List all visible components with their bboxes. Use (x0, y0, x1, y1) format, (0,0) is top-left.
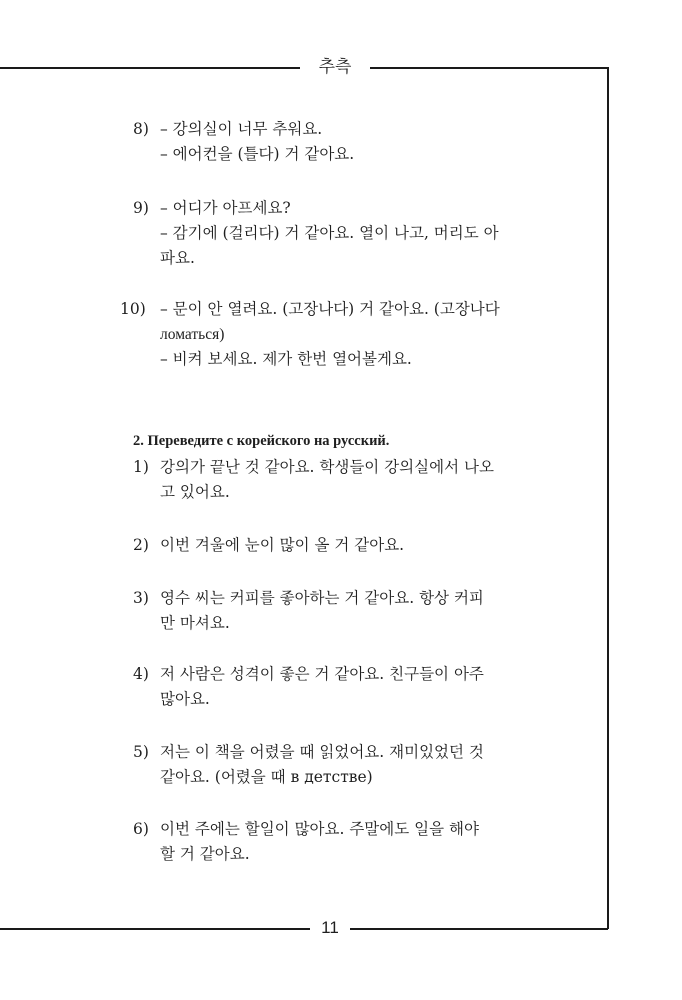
item-line: – 감기에 (걸리다) 거 같아요. 열이 나고, 머리도 아 (160, 224, 499, 242)
item-number: 8) (133, 120, 149, 138)
item-line: 이번 겨울에 눈이 많이 올 거 같아요. (160, 536, 405, 554)
item-number: 10) (120, 300, 146, 318)
item-number: 1) (133, 458, 149, 476)
item-line: ломаться) (160, 326, 225, 343)
item-line: 많아요. (160, 690, 210, 708)
item-line: 강의가 끝난 것 같아요. 학생들이 강의실에서 나오 (160, 458, 494, 476)
translation-item-2 (133, 533, 563, 558)
item-line: 파요. (160, 249, 195, 267)
exercise-item-8 (133, 117, 563, 167)
item-line: 고 있어요. (160, 483, 230, 501)
translation-item-1 (133, 455, 563, 505)
translation-item-6 (133, 817, 563, 867)
item-number: 9) (133, 199, 149, 217)
translation-item-5 (133, 740, 563, 790)
section-heading: 2. Переведите с корейского на русский. (133, 433, 390, 449)
item-number: 2) (133, 536, 149, 554)
item-line: – 비켜 보세요. 제가 한번 열어볼게요. (160, 350, 412, 368)
item-line: 이번 주에는 할일이 많아요. 주말에도 일을 해야 (160, 820, 479, 838)
item-line: 영수 씨는 커피를 좋아하는 거 같아요. 항상 커피 (160, 589, 484, 607)
item-line: – 에어컨을 (틀다) 거 같아요. (160, 145, 355, 163)
item-line: 할 거 같아요. (160, 845, 250, 863)
item-number: 3) (133, 589, 149, 607)
item-line: – 문이 안 열려요. (고장나다) 거 같아요. (고장나다 (160, 300, 500, 318)
item-line: 저는 이 책을 어렸을 때 읽었어요. 재미있었던 것 (160, 743, 484, 761)
exercise-item-9 (133, 196, 563, 271)
exercise-item-10 (120, 297, 550, 372)
section-header-title: 추측 (300, 56, 370, 78)
item-line: 만 마셔요. (160, 614, 230, 632)
item-line: – 어디가 아프세요? (160, 199, 291, 217)
page-number: 11 (310, 917, 350, 939)
item-number: 6) (133, 820, 149, 838)
item-line: 저 사람은 성격이 좋은 거 같아요. 친구들이 아주 (160, 665, 484, 683)
translation-item-3 (133, 586, 563, 636)
item-number: 5) (133, 743, 149, 761)
item-line: 같아요. (어렸을 때 в детстве) (160, 768, 373, 786)
item-number: 4) (133, 665, 149, 683)
translation-item-4 (133, 662, 563, 712)
item-line: – 강의실이 너무 추워요. (160, 120, 323, 138)
